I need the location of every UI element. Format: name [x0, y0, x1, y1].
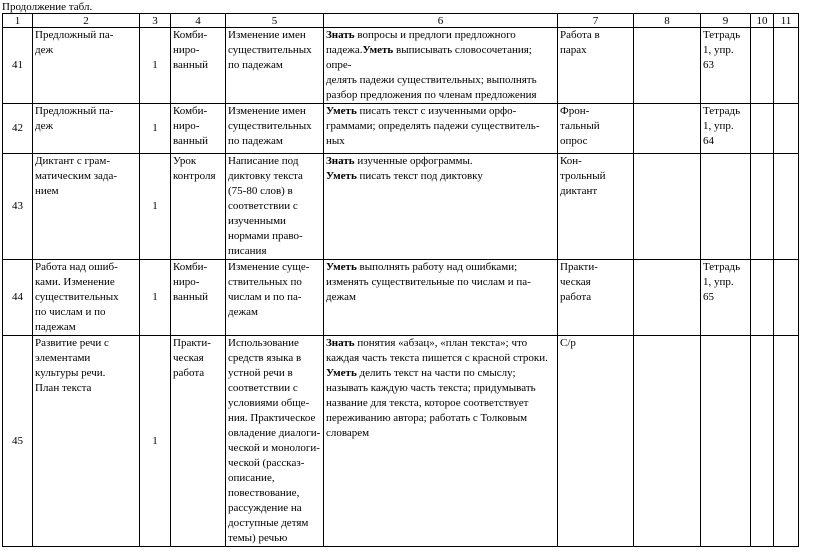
- lesson-control: Кон- трольный диктант: [558, 154, 634, 260]
- column-header: 7: [558, 14, 634, 28]
- table-row: [3, 336, 799, 547]
- requirement-text: понятия «абзац», «план текста»; что каждая часть текста пишется с красной строки.: [326, 337, 548, 364]
- lesson-topic: Диктант с грам- матическим зада- нием: [33, 154, 140, 260]
- column-header: 8: [634, 14, 701, 28]
- table-row: [3, 154, 799, 260]
- lesson-control: Работа в парах: [558, 28, 634, 104]
- column-header: 11: [774, 14, 799, 28]
- column-11-cell: [774, 154, 799, 260]
- table-row: [3, 28, 799, 104]
- lesson-hours: 1: [140, 28, 171, 104]
- lesson-control: Фрон- тальный опрос: [558, 104, 634, 154]
- column-8-cell: [634, 28, 701, 104]
- column-header: 4: [171, 14, 226, 28]
- lesson-number: 41: [3, 28, 33, 104]
- lesson-homework: Тетрадь 1, упр. 64: [701, 104, 751, 154]
- requirement-keyword: Уметь: [326, 367, 357, 379]
- column-8-cell: [634, 154, 701, 260]
- lesson-control: Практи- ческая работа: [558, 260, 634, 336]
- lesson-content: Использование средств языка в устной речи в соответствии с условиями обще- ния. Практическое овладение диалоги- ческой и монологи- ческой (рассказ- описание, повествование, рассуждение на доступные детям темы) речью: [226, 336, 324, 547]
- requirement-text: делить текст на части по смыслу; называть каждую часть текста; придумывать название для текста, которое соответствует переживанию автора; работать с Толковым словарем: [326, 367, 536, 439]
- header-row: [3, 14, 799, 28]
- column-10-cell: [751, 154, 774, 260]
- column-header: 5: [226, 14, 324, 28]
- lesson-type: Практи- ческая работа: [171, 336, 226, 547]
- column-header: 9: [701, 14, 751, 28]
- lesson-type: Комби- ниро- ванный: [171, 260, 226, 336]
- lesson-requirements: [324, 336, 558, 547]
- lesson-hours: 1: [140, 154, 171, 260]
- requirement-keyword: Уметь: [326, 170, 357, 182]
- lesson-control: С/р: [558, 336, 634, 547]
- column-header: 1: [3, 14, 33, 28]
- lesson-requirements: [324, 260, 558, 336]
- column-11-cell: [774, 104, 799, 154]
- column-11-cell: [774, 28, 799, 104]
- table-row: [3, 104, 799, 154]
- column-11-cell: [774, 260, 799, 336]
- column-11-cell: [774, 336, 799, 547]
- lesson-number: 44: [3, 260, 33, 336]
- lesson-number: 42: [3, 104, 33, 154]
- column-10-cell: [751, 28, 774, 104]
- requirement-keyword: Знать: [326, 337, 355, 349]
- lesson-hours: 1: [140, 260, 171, 336]
- lesson-hours: 1: [140, 104, 171, 154]
- requirement-text: выписывать словосочетания; опре- делять падежи существительных; выполнять разбор предложения по членам предложения: [326, 44, 537, 101]
- column-header: 6: [324, 14, 558, 28]
- lesson-homework: [701, 336, 751, 547]
- requirement-text: изученные орфограммы.: [357, 155, 473, 167]
- requirement-text: вопросы и предлоги предложного падежа.: [326, 29, 516, 56]
- column-8-cell: [634, 260, 701, 336]
- lesson-hours: 1: [140, 336, 171, 547]
- lesson-topic: Работа над ошиб- ками. Изменение существительных по числам и по падежам: [33, 260, 140, 336]
- lesson-number: 45: [3, 336, 33, 547]
- lesson-requirements: [324, 154, 558, 260]
- column-10-cell: [751, 104, 774, 154]
- lesson-number: 43: [3, 154, 33, 260]
- lesson-topic: Предложный па- деж: [33, 104, 140, 154]
- lesson-type: Комби- ниро- ванный: [171, 104, 226, 154]
- requirement-keyword: Уметь: [326, 261, 357, 273]
- table-row: [3, 260, 799, 336]
- table-body: [3, 28, 799, 547]
- lesson-content: Написание под диктовку текста (75-80 слов) в соответствии с изученными нормами право- писания: [226, 154, 324, 260]
- requirement-text: писать текст под диктовку: [356, 170, 483, 182]
- column-8-cell: [634, 336, 701, 547]
- column-header: 10: [751, 14, 774, 28]
- lesson-type: Урок контроля: [171, 154, 226, 260]
- requirement-text: выполнять работу над ошибками; изменять существительные по числам и па- дежам: [326, 261, 531, 303]
- column-10-cell: [751, 336, 774, 547]
- lesson-content: Изменение суще- ствительных по числам и по па- дежам: [226, 260, 324, 336]
- requirement-keyword: Знать: [326, 155, 355, 167]
- lesson-homework: Тетрадь 1, упр. 63: [701, 28, 751, 104]
- requirement-keyword: Знать: [326, 29, 355, 41]
- lesson-requirements: [324, 104, 558, 154]
- lesson-homework: Тетрадь 1, упр. 65: [701, 260, 751, 336]
- column-10-cell: [751, 260, 774, 336]
- requirement-keyword: Уметь: [326, 105, 357, 117]
- lesson-homework: [701, 154, 751, 260]
- column-8-cell: [634, 104, 701, 154]
- lesson-topic: Предложный па- деж: [33, 28, 140, 104]
- lesson-requirements: [324, 28, 558, 104]
- requirement-text: писать текст с изученными орфо- граммами; определять падежи существитель- ных: [326, 105, 540, 147]
- lesson-plan-table: [2, 13, 799, 547]
- requirement-keyword: Уметь: [362, 44, 394, 56]
- column-header: 2: [33, 14, 140, 28]
- table-caption: Продолжение табл.: [2, 1, 93, 13]
- column-header: 3: [140, 14, 171, 28]
- lesson-type: Комби- ниро- ванный: [171, 28, 226, 104]
- lesson-content: Изменение имен существительных по падежам: [226, 28, 324, 104]
- lesson-topic: Развитие речи с элементами культуры речи. План текста: [33, 336, 140, 547]
- lesson-content: Изменение имен существительных по падежам: [226, 104, 324, 154]
